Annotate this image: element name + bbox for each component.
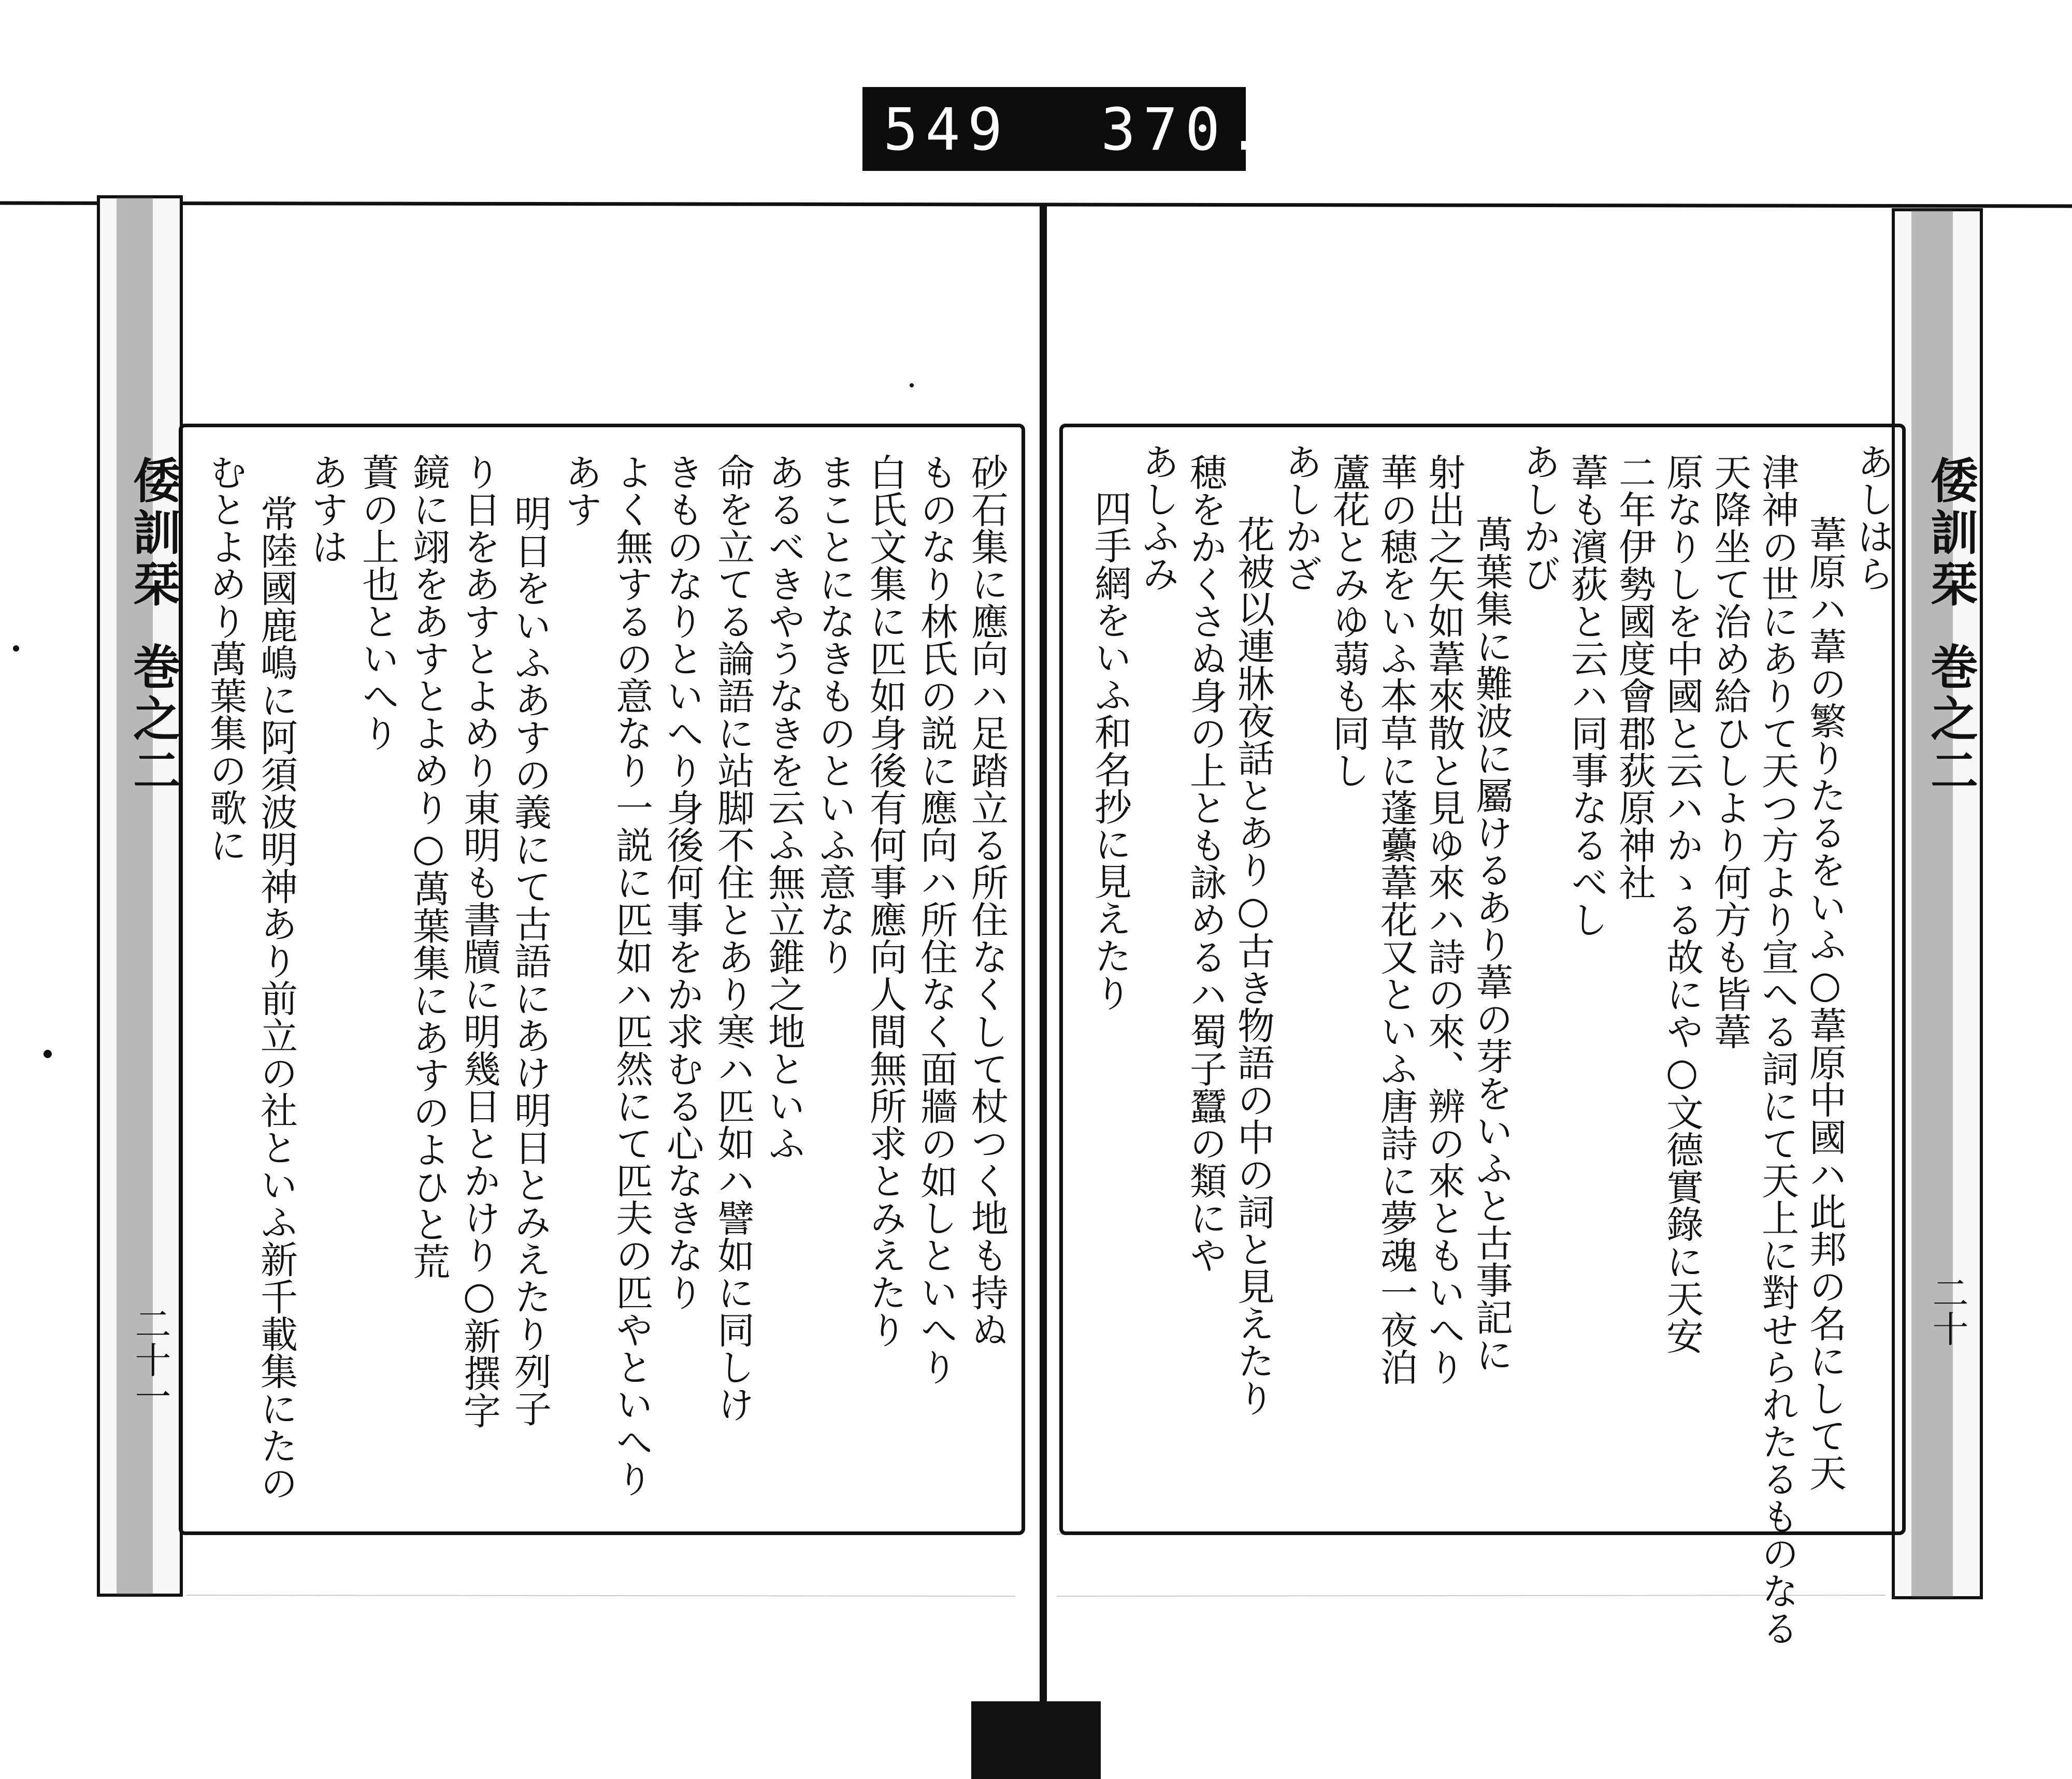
right-line-5: 原なりしを中國と云ハかゝる故にや○文德實錄に天安	[1660, 453, 1704, 1354]
right-line-12: 蘆花とみゆ蒻も同し	[1327, 453, 1370, 789]
left-line-8: よく無するの意なり一説に匹如ハ匹然にて匹夫の匹やといへり	[610, 453, 653, 1497]
left-line-14: あすは	[305, 453, 349, 565]
catalog-number-right: 370.	[1101, 96, 1270, 164]
right-line-17: 四手網をいふ和名抄に見えたり	[1088, 489, 1132, 1011]
right-line-8: あしかび	[1517, 443, 1561, 592]
left-page-folio: 二十一	[129, 1305, 171, 1414]
right-page-folio: 二十	[1926, 1274, 1969, 1347]
left-line-6: 命を立てる論語に站脚不住とあり寒ハ匹如ハ譬如に同しけ	[711, 453, 755, 1423]
left-line-13: 蕢の上也といへり	[356, 453, 399, 751]
right-line-11: 華の穂をいふ本草に蓬虆葦花又といふ唐詩に夢魂一夜泊	[1374, 453, 1418, 1385]
right-line-3: 津神の世にありて天つ方より宣へる詞にて天上に對せられたるものなる	[1756, 453, 1799, 1646]
left-line-9: あす	[559, 453, 602, 528]
right-line-9: 萬葉集に難波に屬けるあり葦の芽をいふと古事記に	[1470, 515, 1513, 1373]
left-page-text-frame	[179, 424, 1025, 1535]
left-line-10: 明日をいふあすの義にて古語にあけ明日とみえたり列子	[508, 495, 552, 1427]
left-page-title: 倭訓栞	[125, 456, 181, 611]
left-line-16: むとよめり萬葉集の歌に	[204, 453, 247, 863]
right-page-volume: 巻之二	[1923, 642, 1979, 798]
right-line-13: あしかざ	[1279, 443, 1322, 592]
spine-divider	[1040, 205, 1047, 1706]
left-line-1: 砂石集に應向ハ足踏立る所住なくして杖つく地も持ぬ	[965, 453, 1009, 1348]
left-line-7: きものなりといへり身後何事をか求むる心なきなり	[660, 453, 704, 1311]
right-line-16: あしふみ	[1136, 443, 1179, 592]
right-line-15: 穂をかくさぬ身の上とも詠めるハ蜀子蠶の類にや	[1184, 453, 1227, 1274]
left-line-5: あるべきやうなきを云ふ無立錐之地といふ	[762, 453, 805, 1162]
right-page-title: 倭訓栞	[1923, 456, 1979, 611]
left-line-3: 白氏文集に匹如身後有何事應向人間無所求とみえたり	[864, 453, 907, 1348]
right-line-6: 二年伊勢國度會郡荻原神社	[1613, 453, 1656, 901]
right-line-10: 射出之矢如葦來散と見ゆ來ハ詩の來、辨の來ともいへり	[1422, 453, 1465, 1385]
right-line-4: 天降坐て治め給ひしより何方も皆葦	[1708, 453, 1751, 1050]
left-line-2: ものなり林氏の説に應向ハ所住なく面牆の如しといへり	[914, 453, 958, 1385]
left-line-12: 鏡に翊をあすとよめり○萬葉集にあすのよひと荒	[407, 453, 450, 1280]
right-line-2: 葦原ハ葦の繁りたるをいふ○葦原中國ハ此邦の名にして天	[1803, 515, 1847, 1491]
right-line-7: 葦も濱荻と云ハ同事なるべし	[1565, 453, 1608, 938]
left-line-4: まことになきものといふ意なり	[813, 453, 856, 975]
right-line-1: あしはら	[1851, 443, 1894, 592]
left-page-volume: 巻之二	[125, 642, 181, 798]
right-page-text-frame	[1059, 424, 1906, 1646]
catalog-number-label	[862, 87, 1270, 171]
right-line-14: 花被以連牀夜話とあり○古き物語の中の詞と見えたり	[1231, 515, 1275, 1416]
spine-tab	[971, 1701, 1101, 1779]
left-line-11: り日をあすとよめり東明も書牘に明幾日とかけり○新撰字	[457, 453, 501, 1429]
left-line-15: 常陸國鹿嶋に阿須波明神あり前立の社といふ新千載集にたの	[254, 495, 298, 1501]
catalog-number-left: 549	[883, 96, 1010, 164]
